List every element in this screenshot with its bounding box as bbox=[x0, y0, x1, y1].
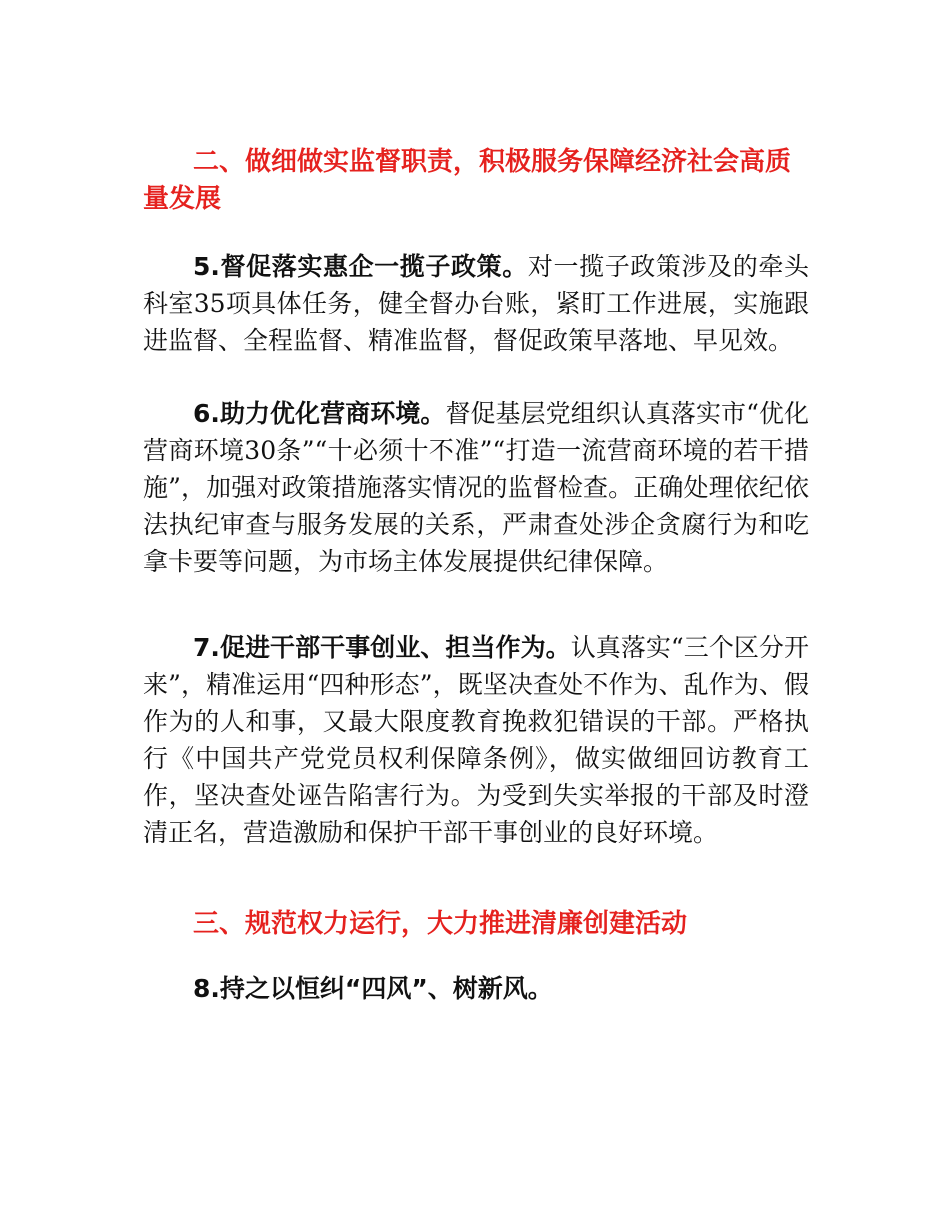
item-7-lead: 7.促进干部干事创业、担当作为。 bbox=[193, 633, 571, 662]
item-7-paragraph bbox=[143, 629, 809, 851]
section-heading-2: 二、做细做实监督职责，积极服务保障经济社会高质量发展 bbox=[143, 147, 792, 214]
item-7-body: 认真落实“三个区分开来”，精准运用“四种形态”，既坚决查处不作为、乱作为、假作为的人和事，又最大限度教育挽救犯错误的干部。严格执行《中国共产党党员权利保障条例》，做实做细回访教育工作，坚决查处诬告陷害行为。为受到失实举报的干部及时澄清正名，营造激励和保护干部干事创业的良好环境。 bbox=[143, 633, 809, 847]
item-6-lead: 6.助力优化营商环境。 bbox=[193, 399, 446, 428]
item-5-paragraph bbox=[143, 248, 809, 359]
item-8-lead: 8.持之以恒纠“四风”、树新风。 bbox=[193, 974, 553, 1003]
item-6-paragraph bbox=[143, 395, 809, 580]
item-5-body: 对一揽子政策涉及的牵头科室35项具体任务，健全督办台账，紧盯工作进展，实施跟进监督、全程监督、精准监督，督促政策早落地、早见效。 bbox=[143, 252, 809, 355]
item-5-lead: 5.督促落实惠企一揽子政策。 bbox=[193, 252, 528, 281]
section-heading-3: 三、规范权力运行，大力推进清廉创建活动 bbox=[193, 909, 688, 939]
item-6-body: 督促基层党组织认真落实市“优化营商环境30条”“十必须十不准”“打造一流营商环境的若干措施”，加强对政策措施落实情况的监督检查。正确处理依纪依法执纪审查与服务发展的关系，严肃查处涉企贪腐行为和吃拿卡要等问题，为市场主体发展提供纪律保障。 bbox=[143, 399, 809, 576]
item-8-paragraph bbox=[143, 970, 809, 1007]
